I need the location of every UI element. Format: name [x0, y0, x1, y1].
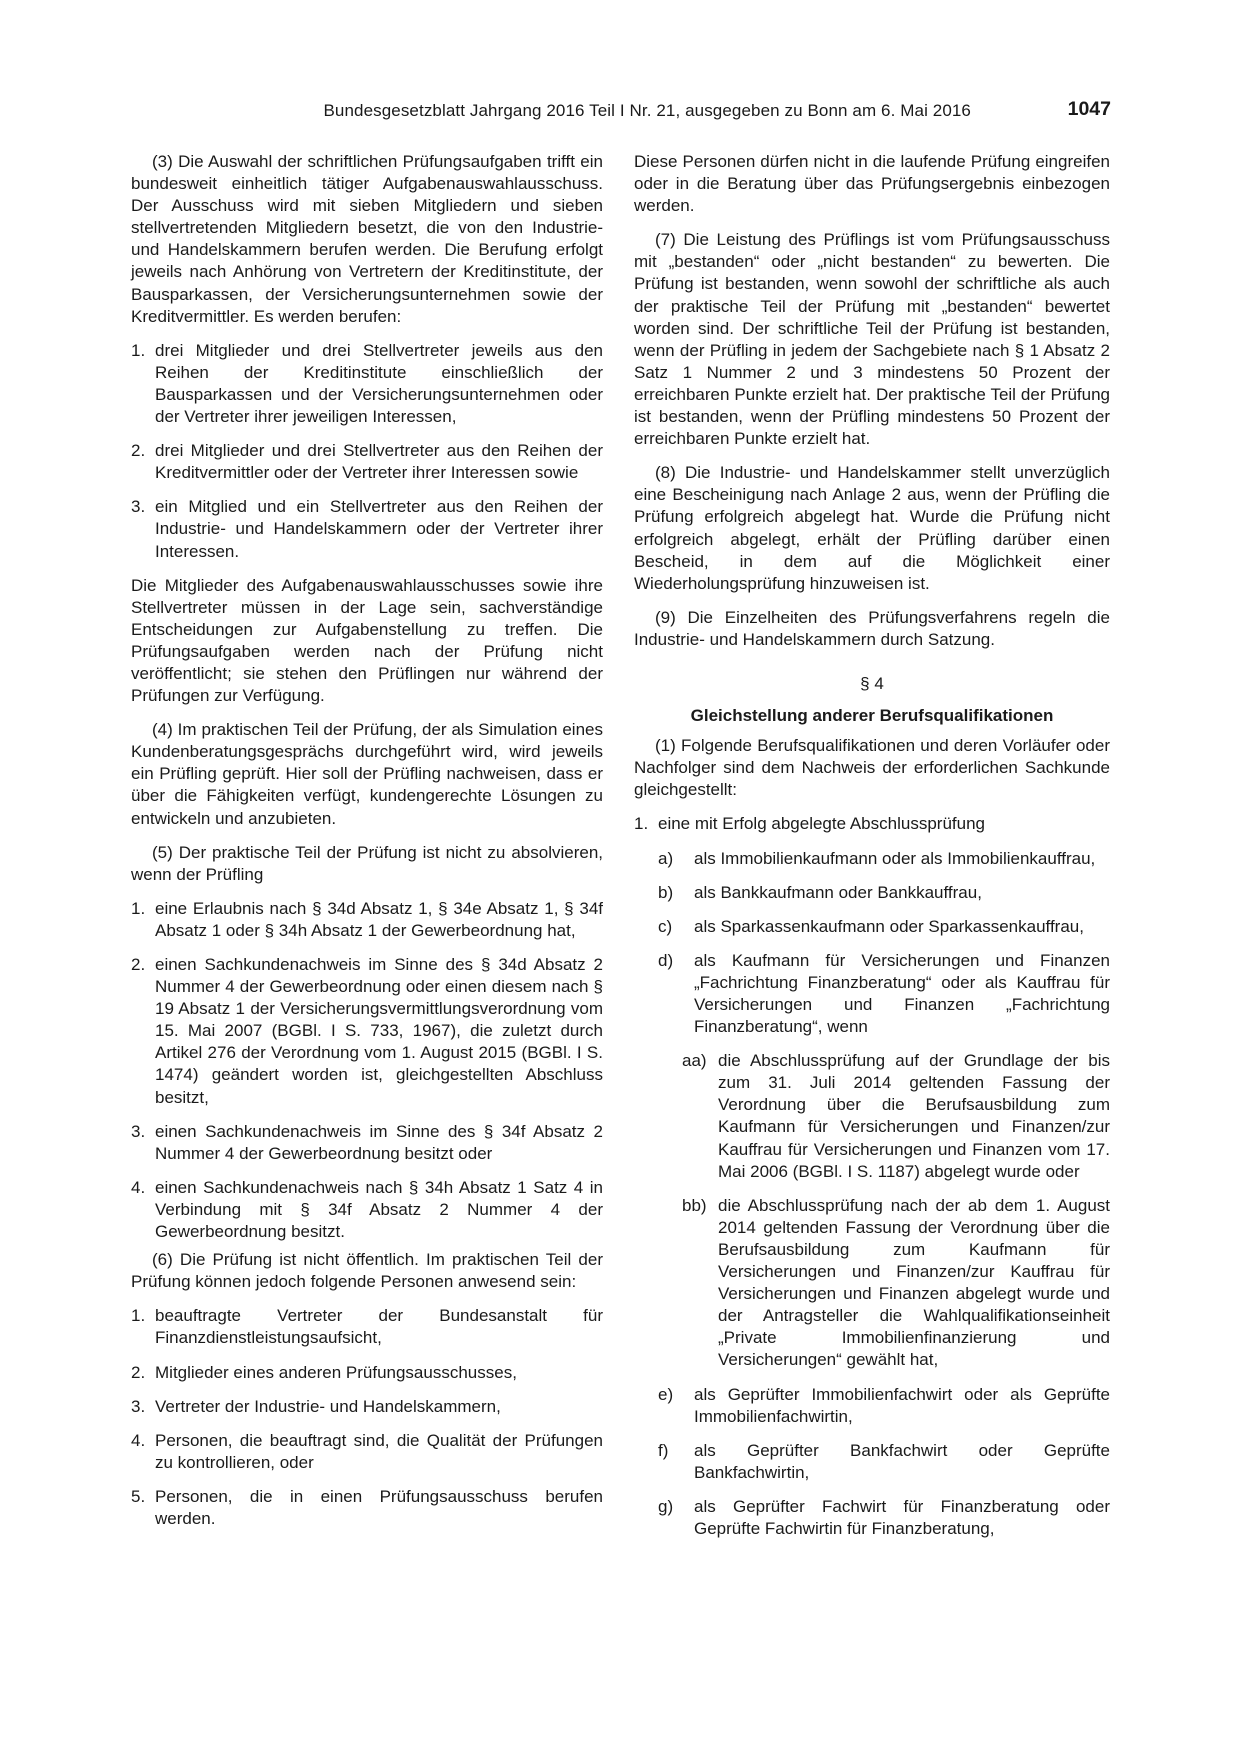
header-title: Bundesgesetzblatt Jahrgang 2016 Teil I Nr. 21, ausgegeben zu Bonn am 6. Mai 2016 — [323, 101, 971, 120]
sub-item-letter: a) — [658, 848, 674, 868]
paragraph-9: (9) Die Einzelheiten des Prüfungsverfahrens regeln die Industrie- und Handelskammern durch Satzung. — [634, 607, 1110, 649]
paragraph-7: (7) Die Leistung des Prüflings ist vom Prüfungsausschuss mit „bestanden“ oder „nicht bestanden“ zu bewerten. Die Prüfung ist bestanden, wenn sowohl der schriftliche als auch der praktische Teil der Prüfung mit „bestanden“ bewertet worden sind. Der schriftliche Teil der Prüfung ist bestanden, wenn der Prüfling in jedem der Sachgebiete nach § 1 Absatz 2 Satz 1 Nummer 2 und 3 mindestens 50 Prozent der erreichbaren Punkte erzielt hat. Der praktische Teil der Prüfung ist bestanden, wenn der Prüfling mindestens 50 Prozent der erreichbaren Punkte erzielt hat. — [634, 230, 1110, 449]
sub-item-letter: e) — [658, 1384, 674, 1404]
sub-sub-item-letter: bb) — [682, 1195, 707, 1215]
paragraph-6-tail: Diese Personen dürfen nicht in die laufende Prüfung eingreifen oder in die Beratung über das Prüfungsergebnis einbezogen werden. — [634, 152, 1110, 216]
list-item-text: einen Sachkundenachweis nach § 34h Absatz 1 Satz 4 in Verbindung mit § 34f Absatz 2 Nummer 4 der Gewerbeordnung besitzt. — [155, 1177, 603, 1242]
section-title: Gleichstellung anderer Berufsqualifikationen — [690, 706, 1054, 726]
list-item-number: 1. — [131, 1306, 146, 1326]
sub-item-text: als Geprüfter Immobilienfachwirt oder als Geprüfte Immobilienfachwirtin, — [694, 1384, 1110, 1426]
list-item — [131, 1121, 603, 1165]
list-item-number: 2. — [131, 1362, 146, 1382]
list-item-number: 5. — [131, 1486, 146, 1506]
list-item-text: Personen, die in einen Prüfungsausschuss berufen werden. — [155, 1486, 603, 1528]
sub-item — [634, 950, 1110, 1038]
sub-sub-item — [634, 1195, 1110, 1372]
list-item-text: ein Mitglied und ein Stellvertreter aus den Reihen der Industrie- und Handelskammern oder der Vertreter ihrer Interessen. — [155, 497, 603, 561]
left-column — [131, 151, 603, 1542]
list-item-text: drei Mitglieder und drei Stellvertreter aus den Reihen der Kreditvermittler oder der Vertreter ihrer Interessen sowie — [155, 441, 603, 483]
paragraph-8: (8) Die Industrie- und Handelskammer stellt unverzüglich eine Bescheinigung nach Anlage 2 aus, wenn der Prüfling die Prüfung erfolgreich abgelegt hat. Wurde die Prüfung nicht erfolgreich abgelegt, erhält der Prüfling darüber einen Bescheid, in dem auf die Möglichkeit einer Wiederholungsprüfung hinzuweisen ist. — [634, 463, 1110, 593]
sub-item-letter: f) — [658, 1440, 669, 1460]
paragraph-3: (3) Die Auswahl der schriftlichen Prüfungsaufgaben trifft ein bundesweit einheitlich tätiger Aufgabenauswahlausschuss. Der Ausschuss wird mit sieben Mitgliedern und sieben stellvertretenden Mitgliedern besetzt, die von den Industrie- und Handelskammern berufen werden. Die Berufung erfolgt jeweils nach Anhörung von Vertretern der Kreditinstitute, der Bausparkassen, der Versicherungsunternehmen sowie der Kreditvermittler. Es werden berufen: — [131, 152, 603, 326]
page-number: 1047 — [1067, 98, 1111, 120]
sub-item — [634, 882, 1110, 904]
list-item-number: 2. — [131, 955, 146, 974]
list-item-number: 2. — [131, 441, 146, 461]
list-item-text: eine Erlaubnis nach § 34d Absatz 1, § 34e Absatz 1, § 34f Absatz 1 oder § 34h Absatz 1 der Gewerbeordnung hat, — [155, 898, 603, 940]
list-item-text: eine mit Erfolg abgelegte Abschlussprüfung — [658, 814, 985, 834]
section-number: § 4 — [860, 673, 884, 693]
list-item-text: Vertreter der Industrie- und Handelskammern, — [155, 1396, 501, 1416]
list-item-number: 3. — [131, 1121, 146, 1141]
sub-sub-item-letter: aa) — [682, 1051, 707, 1071]
sub-item-text: als Kaufmann für Versicherungen und Finanzen „Fachrichtung Finanzberatung“ oder als Kauffrau für Versicherungen und Finanzen „Fachrichtung Finanzberatung“, wenn — [694, 950, 1110, 1037]
sub-item-text: als Geprüfter Fachwirt für Finanzberatung oder Geprüfte Fachwirtin für Finanzberatung, — [694, 1496, 1110, 1538]
list-item — [634, 813, 1110, 835]
list-item-text: Mitglieder eines anderen Prüfungsausschusses, — [155, 1362, 517, 1382]
list-item-number: 1. — [131, 898, 146, 918]
list-item-number: 1. — [131, 340, 146, 360]
paragraph-3-tail: Die Mitglieder des Aufgabenauswahlausschusses sowie ihre Stellvertreter müssen in der Lage sein, sachverständige Entscheidungen zur Aufgabenstellung zu treffen. Die Prüfungsaufgaben werden nach der Prüfung nicht veröffentlicht; sie stehen den Prüflingen nur während der Prüfungen zur Verfügung. — [131, 575, 603, 706]
list-item-text: einen Sachkundenachweis im Sinne des § 34d Absatz 2 Nummer 4 der Gewerbeordnung oder einen diesem nach § 19 Absatz 1 der Versicherungsvermittlungsverordnung vom 15. Mai 2007 (BGBl. I S. 733, 1967), die zuletzt durch Artikel 276 der Verordnung vom 1. August 2015 (BGBl. I S. 1474) geändert worden ist, gleichgestellten Abschluss besitzt, — [155, 955, 603, 1107]
list-item-number: 4. — [131, 1430, 146, 1450]
list-item — [131, 1177, 603, 1243]
sub-item-letter: d) — [658, 950, 674, 970]
paragraph-6: (6) Die Prüfung ist nicht öffentlich. Im praktischen Teil der Prüfung können jedoch folgende Personen anwesend sein: — [131, 1250, 603, 1292]
right-column — [634, 151, 1110, 1552]
sub-sub-item-text: die Abschlussprüfung auf der Grundlage der bis zum 31. Juli 2014 geltenden Fassung der Verordnung über die Berufsausbildung zum Kaufmann für Versicherungen und Finanzen/zur Kauffrau für Versicherungen und Finanzen vom 17. Mai 2006 (BGBl. I S. 1187) abgelegt wurde oder — [718, 1051, 1110, 1181]
sub-item-letter: b) — [658, 882, 674, 902]
list-item-number: 3. — [131, 1396, 146, 1416]
sub-item — [634, 916, 1110, 938]
list-item — [131, 1362, 603, 1384]
list-item — [131, 1305, 603, 1349]
sub-item-text: als Geprüfter Bankfachwirt oder Geprüfte Bankfachwirtin, — [694, 1440, 1110, 1482]
sub-sub-item — [634, 1050, 1110, 1183]
sub-item — [634, 848, 1110, 870]
list-item — [131, 1430, 603, 1474]
sub-item — [634, 1384, 1110, 1428]
sub-item-letter: g) — [658, 1496, 674, 1516]
list-item-number: 1. — [634, 814, 649, 834]
sub-item — [634, 1496, 1110, 1540]
list-item-number: 3. — [131, 497, 146, 517]
list-item-text: beauftragte Vertreter der Bundesanstalt für Finanzdienstleistungsaufsicht, — [155, 1306, 603, 1348]
sub-item — [634, 1440, 1110, 1484]
list-item — [131, 440, 603, 484]
sub-item-letter: c) — [658, 916, 673, 936]
list-item — [131, 1396, 603, 1418]
section-paragraph-1: (1) Folgende Berufsqualifikationen und deren Vorläufer oder Nachfolger sind dem Nachweis der erforderlichen Sachkunde gleichgestellt: — [634, 736, 1110, 800]
list-item — [131, 340, 603, 428]
paragraph-5: (5) Der praktische Teil der Prüfung ist nicht zu absolvieren, wenn der Prüfling — [131, 842, 603, 884]
list-item-text: einen Sachkundenachweis im Sinne des § 34f Absatz 2 Nummer 4 der Gewerbeordnung besitzt oder — [155, 1121, 603, 1163]
list-item — [131, 954, 603, 1109]
list-item-number: 4. — [131, 1177, 146, 1197]
list-item-text: drei Mitglieder und drei Stellvertreter jeweils aus den Reihen der Kreditinstitute einschließlich der Bausparkassen und der Versicherungsunternehmen oder der Vertreter ihrer jeweiligen Interessen, — [155, 340, 603, 427]
paragraph-4: (4) Im praktischen Teil der Prüfung, der als Simulation eines Kundenberatungsgesprächs durchgeführt wird, wird jeweils ein Prüfling geprüft. Hier soll der Prüfling nachweisen, dass er über die Fähigkeiten verfügt, kundengerechte Lösungen zu entwickeln und anzubieten. — [131, 720, 603, 828]
sub-sub-item-text: die Abschlussprüfung nach der ab dem 1. August 2014 geltenden Fassung der Verordnung über die Berufsausbildung zum Kaufmann für Versicherungen und Finanzen/zur Kauffrau für Versicherungen und Finanzen abgelegt wurde und der Antragsteller die Wahlqualifikationseinheit „Private Immobilienfinanzierung und Versicherungen“ gewählt hat, — [718, 1195, 1110, 1370]
page-header — [131, 98, 1111, 126]
list-item — [131, 1486, 603, 1530]
sub-item-text: als Sparkassenkaufmann oder Sparkassenkauffrau, — [694, 916, 1084, 936]
sub-item-text: als Bankkaufmann oder Bankkauffrau, — [694, 882, 982, 902]
list-item-text: Personen, die beauftragt sind, die Qualität der Prüfungen zu kontrollieren, oder — [155, 1430, 603, 1472]
sub-item-text: als Immobilienkaufmann oder als Immobilienkauffrau, — [694, 848, 1096, 868]
list-item — [131, 898, 603, 942]
list-item — [131, 496, 603, 562]
